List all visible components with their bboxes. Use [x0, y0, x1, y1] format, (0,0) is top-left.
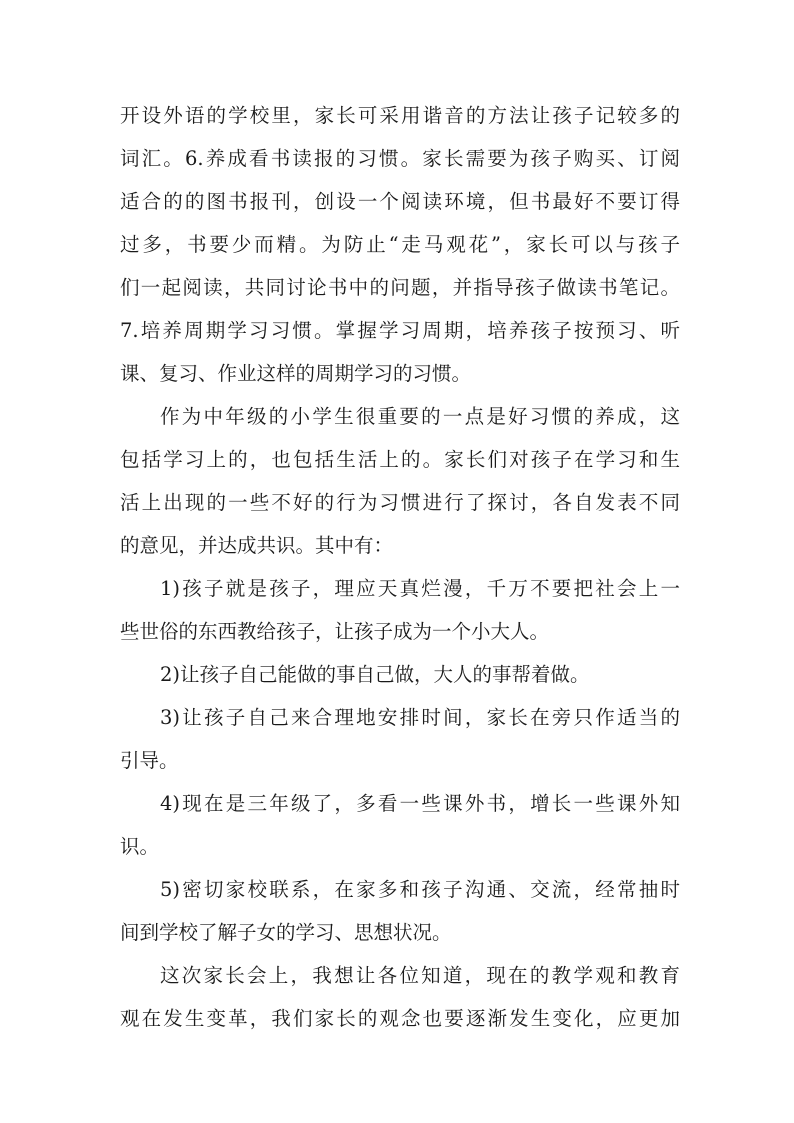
text-line: 们一起阅读，共同讨论书中的问题，并指导孩子做读书笔记。	[120, 276, 680, 299]
text-line: 课、复习、作业这样的周期学习的习惯。	[120, 362, 472, 385]
text-line: 适合的的图书报刊，创设一个阅读环境，但书最好不要订得	[120, 190, 680, 213]
paragraph-first-line: 这次家长会上，我想让各位知道，现在的教学观和教育	[160, 964, 680, 987]
text-line: 观在发生变革，我们家长的观念也要逐渐发生变化，应更加	[120, 1007, 680, 1030]
text-line: 引导。	[120, 749, 179, 772]
text-line: 开设外语的学校里，家长可采用谐音的方法让孩子记较多的	[120, 104, 680, 127]
text-line: 过多，书要少而精。为防止“走马观花”，家长可以与孩子	[120, 233, 680, 256]
text-line: 间到学校了解子女的学习、思想状况。	[120, 921, 452, 944]
text-line: 词汇。6.养成看书读报的习惯。家长需要为孩子购买、订阅	[120, 147, 680, 170]
text-line: 些世俗的东西教给孩子，让孩子成为一个小大人。	[120, 620, 550, 643]
text-line: 包括学习上的，也包括生活上的。家长们对孩子在学习和生	[120, 448, 680, 471]
paragraph-first-line: 作为中年级的小学生很重要的一点是好习惯的养成，这	[160, 405, 680, 428]
text-line: 识。	[120, 835, 160, 858]
text-line: 的意见，并达成共识。其中有：	[120, 534, 394, 557]
list-item-1: 1)孩子就是孩子，理应天真烂漫，千万不要把社会上一	[160, 577, 680, 600]
list-item-4: 4)现在是三年级了，多看一些课外书，增长一些课外知	[160, 792, 680, 815]
text-line: 活上出现的一些不好的行为习惯进行了探讨，各自发表不同	[120, 491, 680, 514]
text-line: 7.培养周期学习习惯。掌握学习周期，培养孩子按预习、听	[120, 319, 680, 342]
list-item-2: 2)让孩子自己能做的事自己做，大人的事帮着做。	[160, 663, 590, 686]
list-item-3: 3)让孩子自己来合理地安排时间，家长在旁只作适当的	[160, 706, 680, 729]
list-item-5: 5)密切家校联系，在家多和孩子沟通、交流，经常抽时	[160, 878, 680, 901]
